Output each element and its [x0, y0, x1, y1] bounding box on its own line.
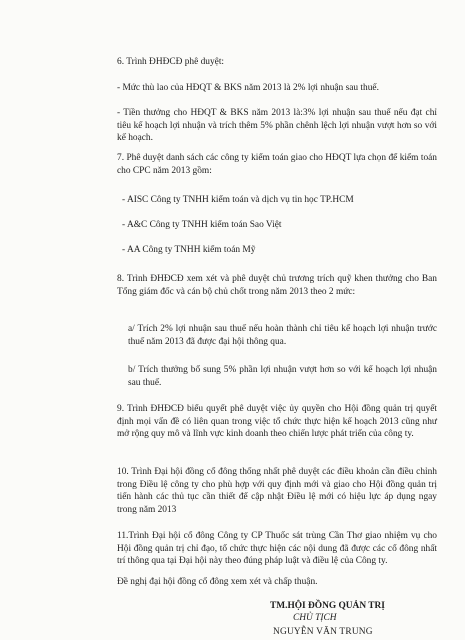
item10-paragraph: 10. Trình Đại hội đồng cổ đông thống nhất phê duyệt các điều khoản cần điều chỉnh trong Điều lệ công ty cho phù hợp với quy định mới và giao cho Hội đồng quản trị tiến hành các thủ tục cần thiết để cập nhật Điều lệ mới có hiệu lực áp dụng ngay trong năm 2013	[117, 467, 437, 515]
closing-request: Đề nghị đại hội đồng cổ đông xem xét và chấp thuận.	[117, 577, 318, 587]
item7-auditor-ac: - A&C Công ty TNHH kiểm toán Sao Việt	[122, 220, 282, 230]
item11-paragraph: 11.Trình Đại hội cổ đông Công ty CP Thuốc sát trùng Cần Thơ giao nhiệm vụ cho Hội đồng quản trị chỉ đạo, tổ chức thực hiện các nội dung đã được các cổ đông nhất trí thông qua tại Đại hội này theo đúng pháp luật và điều lệ của Công ty.	[117, 531, 437, 567]
signer-name: NGUYỄN VĂN TRUNG	[273, 627, 373, 637]
signature-role: CHỦ TỊCH	[293, 613, 337, 623]
item7-heading: 7. Phê duyệt danh sách các công ty kiểm toán giao cho HĐQT lựa chọn để kiểm toán cho CPC năm 2013 gồm:	[117, 153, 437, 176]
item7-auditor-aisc: - AISC Công ty TNHH kiểm toán và dịch vụ tin học TP.HCM	[122, 195, 354, 205]
item6-bonus: - Tiền thưởng cho HĐQT & BKS năm 2013 là:3% lợi nhuận sau thuế nếu đạt chỉ tiêu kế hoạch lợi nhuận và trích thêm 5% phần chênh lệch lợi nhuận vượt hơn so với kế hoạch.	[117, 108, 437, 144]
signature-title: TM.HỘI ĐỒNG QUẢN TRỊ	[270, 601, 385, 611]
item8-option-b: b/ Trích thưởng bổ sung 5% phần lợi nhuận vượt hơn so với kế hoạch lợi nhuận sau thuế.	[128, 365, 437, 388]
item8-paragraph: 8. Trình ĐHĐCĐ xem xét và phê duyệt chủ trương trích quỹ khen thưởng cho Ban Tổng giám đốc và cán bộ chủ chốt trong năm 2013 theo 2 mức:	[117, 274, 437, 297]
item6-remuneration: - Mức thù lao của HĐQT & BKS năm 2013 là 2% lợi nhuận sau thuế.	[117, 83, 379, 93]
item7-auditor-aa: - AA Công ty TNHH kiểm toán Mỹ	[122, 245, 256, 255]
item6-heading: 6. Trình ĐHĐCĐ phê duyệt:	[117, 57, 225, 67]
item9-paragraph: 9. Trình ĐHĐCĐ biểu quyết phê duyệt việc ủy quyền cho Hội đồng quản trị quyết định mọi vấn đề có liên quan trong việc tổ chức thực hiện kế hoạch 2013 cũng như mở rộng quy mô và lĩnh vực kinh doanh theo chiến lược phát triển của công ty.	[117, 404, 437, 440]
item8-option-a: a/ Trích 2% lợi nhuận sau thuế nếu hoàn thành chỉ tiêu kế hoạch lợi nhuận trước thuế năm 2013 đã được đại hội thông qua.	[128, 324, 437, 347]
